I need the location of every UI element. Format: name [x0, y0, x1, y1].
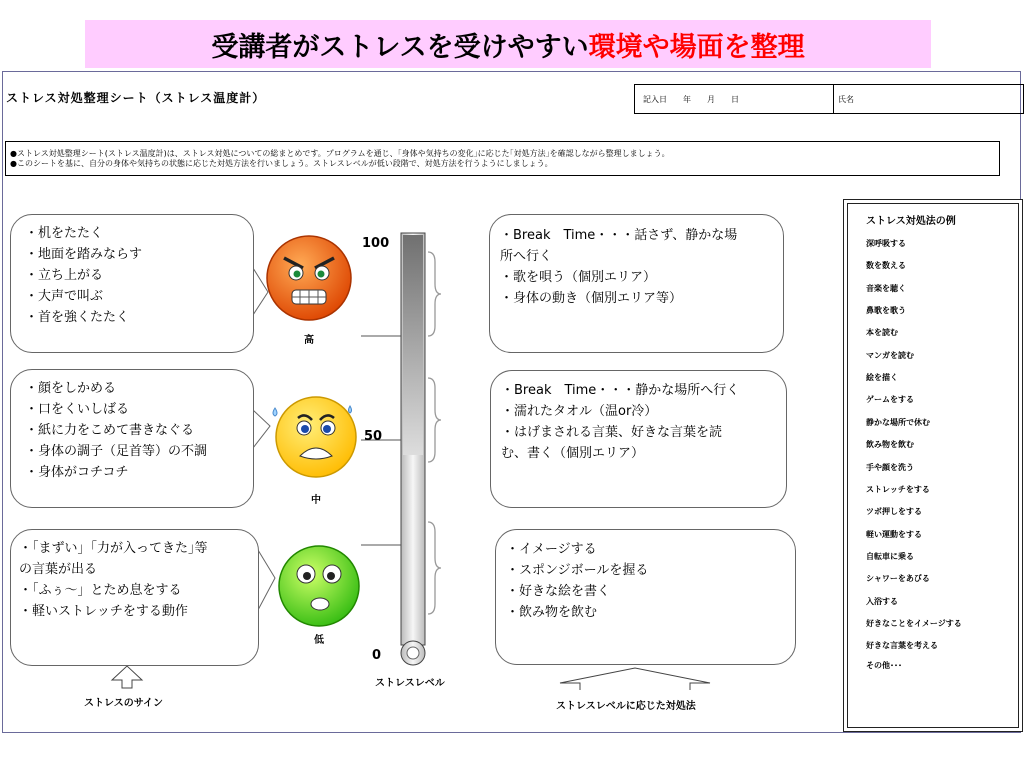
- scale-0: 0: [372, 648, 382, 663]
- thermometer-fill: [403, 235, 423, 455]
- list-item: ・机をたたく: [25, 226, 104, 241]
- example-item: ツボ押しをする: [866, 507, 922, 516]
- bubble-tail: [253, 268, 268, 315]
- date-field[interactable]: 記入日 年 月 日: [634, 84, 834, 114]
- coping-caption: ストレスレベルに応じた対処法: [556, 701, 696, 712]
- signs-caption: ストレスのサイン: [84, 698, 163, 709]
- list-item: ・顔をしかめる: [25, 381, 117, 396]
- example-item: 音楽を聴く: [866, 284, 906, 293]
- coping-high-bubble: [489, 214, 784, 353]
- example-item: 絵を描く: [866, 373, 898, 382]
- list-item: ・口をくいしばる: [25, 402, 130, 417]
- example-item: 好きな言葉を考える: [866, 641, 938, 650]
- coping-mid-bubble: [490, 370, 787, 508]
- thermometer: [361, 233, 425, 665]
- example-item: 鼻歌を歌う: [866, 306, 906, 315]
- signs-mid-bubble: [10, 369, 254, 508]
- list-item: ・「まずい」｢力が入ってきた｣等: [19, 541, 208, 556]
- list-item: ・Break Time・・・静かな場所へ行く: [501, 383, 740, 398]
- bubble-tail: [253, 410, 270, 448]
- list-item: ・紙に力をこめて書きなぐる: [25, 423, 195, 438]
- examples-title: ストレス対処法の例: [866, 216, 956, 227]
- list-item: ・飲み物を飲む: [506, 605, 598, 620]
- list-item: ・大声で叫ぶ: [25, 289, 104, 304]
- info-line: ●ストレス対処整理シート(ストレス温度計)は、ストレス対処についての総まとめです。プログラムを通じ、｢身体や気持ちの変化｣に応じた｢対処方法｣を確認しながら整理しましょう。: [10, 149, 670, 158]
- list-item: ・立ち上がる: [25, 268, 104, 283]
- list-item: ・濡れたタオル（温or冷）: [501, 404, 658, 419]
- stress-level-caption: ストレスレベル: [375, 678, 445, 689]
- list-item: ・地面を踏みならす: [25, 247, 143, 262]
- up-arrow-icon: [112, 666, 142, 688]
- example-item: シャワーをあびる: [866, 574, 930, 583]
- worried-face-icon: [273, 397, 356, 477]
- example-item: ストレッチをする: [866, 485, 930, 494]
- name-field[interactable]: 氏名: [834, 84, 1024, 114]
- signs-high-bubble: [10, 214, 254, 353]
- scale-50: 50: [364, 429, 383, 444]
- example-item: 自転車に乗る: [866, 552, 914, 561]
- title-highlight: 環境や場面を整理: [588, 31, 805, 63]
- list-item: ・「ふぅ～」とため息をする: [19, 583, 182, 598]
- example-item: 手や顔を洗う: [866, 463, 914, 472]
- example-item: 数を数える: [866, 261, 906, 270]
- sheet-title: ストレス対処整理シート（ストレス温度計）: [6, 91, 266, 105]
- example-item: 軽い運動をする: [866, 530, 922, 539]
- example-item: ゲームをする: [866, 395, 914, 404]
- example-item: 本を読む: [866, 328, 898, 337]
- list-item: ・身体の動き（個別エリア等）: [500, 291, 683, 306]
- level-braces: [428, 252, 441, 614]
- example-item: マンガを読む: [866, 351, 914, 360]
- example-item: 深呼吸する: [866, 239, 906, 248]
- list-item: む、書く（個別エリア）: [501, 446, 645, 461]
- list-item: ・身体の調子（足首等）の不調: [25, 444, 208, 459]
- list-item: ・身体がコチコチ: [25, 465, 129, 480]
- thermometer-bulb-inner: [407, 647, 419, 659]
- level-low-label: 低: [314, 635, 324, 646]
- list-item: ・スポンジボールを握る: [506, 563, 649, 578]
- example-item: 好きなことをイメージする: [866, 619, 962, 628]
- list-item: ・首を強くたたく: [25, 310, 130, 325]
- coping-low-bubble: [495, 529, 796, 665]
- example-item: その他･･･: [866, 661, 902, 670]
- scale-100: 100: [362, 236, 390, 251]
- wide-up-arrow-icon: [560, 668, 710, 690]
- example-item: 入浴する: [866, 597, 898, 606]
- example-item: 静かな場所で休む: [866, 418, 930, 427]
- list-item: ・好きな絵を書く: [506, 584, 611, 599]
- info-line: ●このシートを基に、自分の身体や気持ちの状態に応じた対処方法を行いましょう。ストレスレベルが低い段階で、対処方法を行うようにしましょう。: [10, 159, 553, 168]
- level-mid-label: 中: [311, 495, 321, 506]
- list-item: 所へ行く: [500, 249, 553, 264]
- list-item: ・イメージする: [506, 542, 597, 557]
- list-item: ・歌を唄う（個別エリア）: [500, 270, 657, 285]
- title-main: 受講者がストレスを受けやすい: [211, 31, 589, 63]
- example-item: 飲み物を飲む: [866, 440, 914, 449]
- level-high-label: 高: [304, 335, 314, 346]
- list-item: ・軽いストレッチをする動作: [19, 604, 188, 619]
- list-item: ・Break Time・・・話さず、静かな場: [500, 228, 738, 243]
- list-item: の言葉が出る: [19, 562, 98, 577]
- angry-face-icon: [267, 236, 351, 320]
- nervous-face-icon: [279, 546, 359, 626]
- list-item: ・はげまされる言葉、好きな言葉を読: [501, 425, 723, 440]
- bubble-tail: [258, 550, 275, 610]
- signs-low-bubble: [10, 529, 259, 666]
